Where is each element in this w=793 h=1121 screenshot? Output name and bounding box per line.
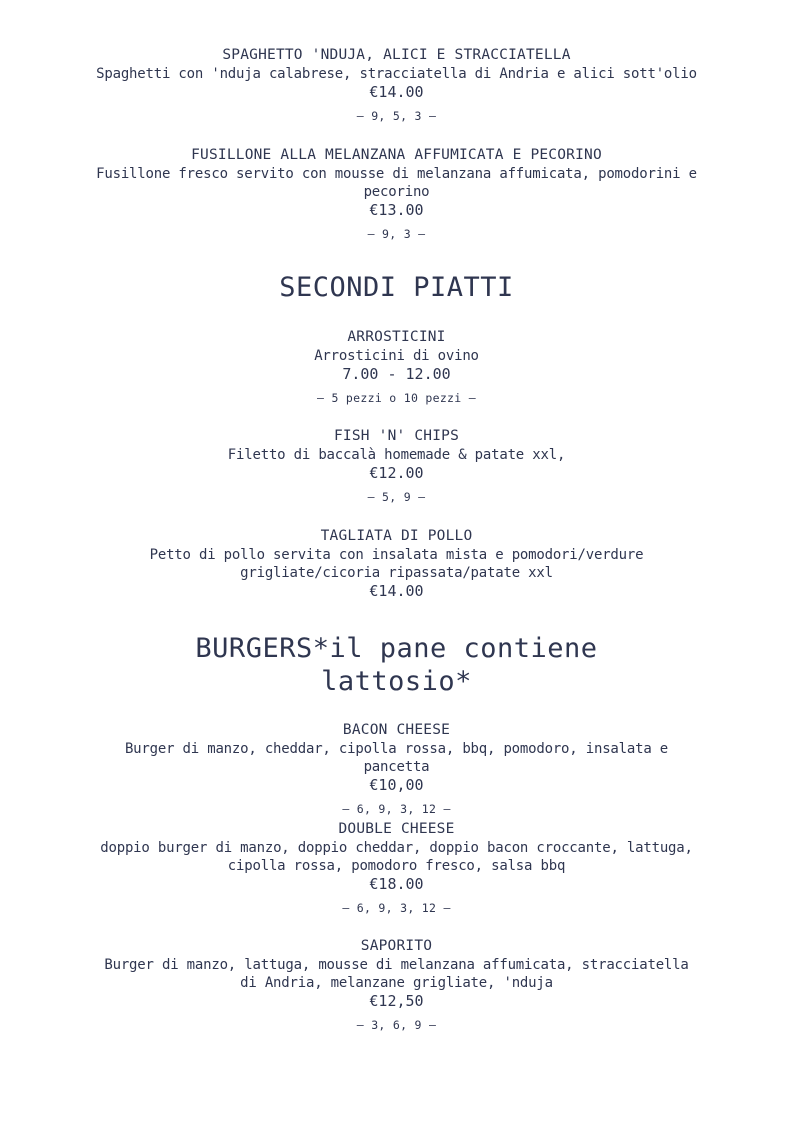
item-name: ARROSTICINI (347, 329, 446, 345)
item-description: doppio burger di manzo, doppio cheddar, doppio bacon croccante, lattuga, cipolla rossa, pomodoro fresco, salsa bbq (100, 840, 693, 874)
menu-item-spaghetto-nduja (96, 46, 697, 123)
item-name: BACON CHEESE (342, 722, 451, 738)
item-allergens: — 9, 5, 3 — (356, 109, 437, 123)
item-name: FISH 'N' CHIPS (333, 428, 460, 444)
section-title-line: lattosio* (321, 666, 472, 697)
item-name: SAPORITO (360, 938, 433, 954)
section-title-burgers (96, 632, 697, 698)
menu-item-arrosticini (96, 328, 697, 405)
section-title-line: BURGERS*il pane contiene (195, 633, 598, 664)
item-description: Burger di manzo, lattuga, mousse di melanzana affumicata, stracciatella di Andria, melanzane grigliate, 'nduja (104, 957, 689, 991)
item-price: €14.00 (369, 582, 424, 600)
item-price: 7.00 - 12.00 (342, 365, 451, 383)
item-price: €10,00 (369, 776, 424, 794)
menu-item-fusillone (96, 146, 697, 241)
item-price: €12,50 (369, 992, 424, 1010)
item-description: Petto di pollo servita con insalata mista e pomodori/verdure grigliate/cicoria ripassata/patate xxl (149, 547, 644, 581)
item-allergens: — 3, 6, 9 — (356, 1018, 437, 1032)
section-title-secondi: SECONDI PIATTI (279, 272, 514, 303)
item-price: €13.00 (369, 201, 424, 219)
item-description: Arrosticini di ovino (314, 348, 479, 364)
item-price: €12.00 (369, 464, 424, 482)
item-price: €18.00 (369, 875, 424, 893)
menu-item-fish-n-chips (96, 427, 697, 504)
item-name: DOUBLE CHEESE (338, 821, 455, 837)
item-description: Spaghetti con 'nduja calabrese, stracciatella di Andria e alici sott'olio (96, 66, 697, 82)
item-allergens: — 5, 9 — (367, 490, 426, 504)
item-allergens: — 5 pezzi o 10 pezzi — (317, 391, 476, 405)
item-name: TAGLIATA DI POLLO (320, 528, 473, 544)
item-name: FUSILLONE ALLA MELANZANA AFFUMICATA E PECORINO (191, 147, 602, 163)
item-name: SPAGHETTO 'NDUJA, ALICI E STRACCIATELLA (222, 47, 571, 63)
item-description: Burger di manzo, cheddar, cipolla rossa, bbq, pomodoro, insalata e pancetta (124, 741, 669, 775)
menu-item-double-cheese (96, 820, 697, 915)
item-description: Fusillone fresco servito con mousse di melanzana affumicata, pomodorini e pecorino (96, 166, 697, 200)
menu-item-bacon-cheese (96, 721, 697, 816)
menu-item-saporito (96, 937, 697, 1032)
item-description: Filetto di baccalà homemade & patate xxl, (227, 447, 566, 463)
item-allergens: — 6, 9, 3, 12 — (342, 802, 451, 816)
item-allergens: — 9, 3 — (367, 227, 426, 241)
item-allergens: — 6, 9, 3, 12 — (342, 901, 451, 915)
menu-item-tagliata-di-pollo (96, 527, 697, 600)
item-price: €14.00 (369, 83, 424, 101)
